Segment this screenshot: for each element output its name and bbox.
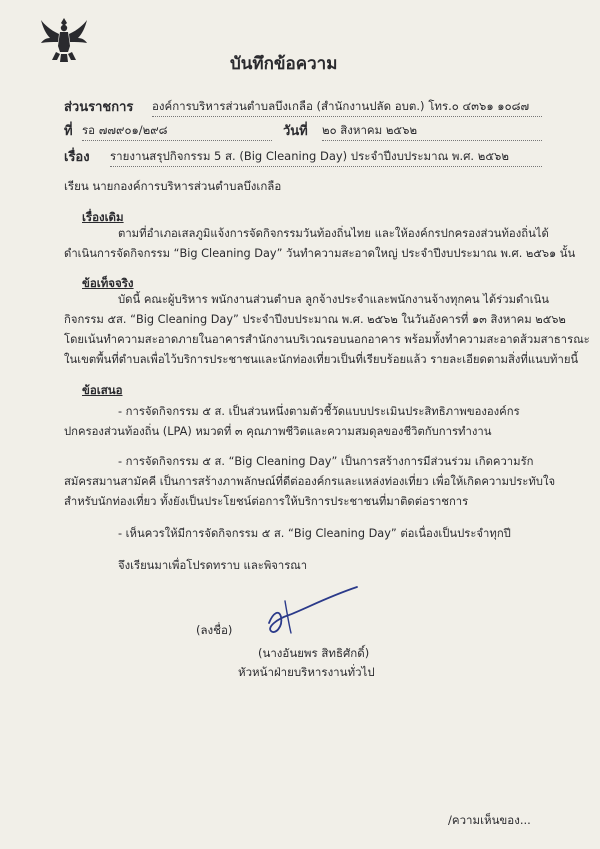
proposal-line-2: ปกครองส่วนท้องถิ่น (LPA) หมวดที่ ๓ คุณภาพชีวิตและความสมดุลของชีวิตกับการทำงาน <box>64 425 492 438</box>
memo-title: บันทึกข้อความ <box>230 54 338 74</box>
proposal-line-6: - เห็นควรให้มีการจัดกิจกรรม ๕ ส. “Big Cleaning Day” ต่อเนื่องเป็นประจำทุกปี <box>118 527 511 540</box>
subject-value: รายงานสรุปกิจกรรม 5 ส. (Big Cleaning Day) ประจำปีงบประมาณ พ.ศ. ๒๕๖๒ <box>110 148 542 167</box>
proposal-line-1: - การจัดกิจกรรม ๕ ส. เป็นส่วนหนึ่งตามตัวชี้วัดแบบประเมินประสิทธิภาพขององค์กร <box>118 405 520 418</box>
facts-line-3: โดยเน้นทำความสะอาดภายในอาคารสำนักงานบริเวณรอบนอกอาคาร พร้อมทั้งทำความสะอาดส้วมสาธารณะ <box>64 333 590 346</box>
section-heading-background: เรื่องเดิม <box>82 210 124 224</box>
closing-line: จึงเรียนมาเพื่อโปรดทราบ และพิจารณา <box>118 559 308 572</box>
date-label: วันที่ <box>283 124 308 139</box>
continuation-note: /ความเห็นของ... <box>448 813 531 827</box>
signatory-position: หัวหน้าฝ่ายบริหารงานทั่วไป <box>238 665 375 679</box>
section-heading-proposal: ข้อเสนอ <box>82 383 123 397</box>
department-label: ส่วนราชการ <box>64 100 134 115</box>
signature-label: (ลงชื่อ) <box>196 623 233 637</box>
background-line-2: ดำเนินการจัดกิจกรรม “Big Cleaning Day” วันทำความสะอาดใหญ่ ประจำปีงบประมาณ พ.ศ. ๒๕๖๑ นั้น <box>64 247 576 260</box>
handwritten-signature-icon <box>255 583 365 643</box>
background-line-1: ตามที่อำเภอเสลภูมิแจ้งการจัดกิจกรรมวันท้องถิ่นไทย และให้องค์กรปกครองส่วนท้องถิ่นได้ <box>118 227 549 240</box>
date-value: ๒๐ สิงหาคม ๒๕๖๒ <box>322 122 542 141</box>
reference-number: รอ ๗๗๙๐๑/๒๙๘ <box>82 122 272 141</box>
subject-label: เรื่อง <box>64 150 90 165</box>
proposal-line-5: สำหรับนักท่องเที่ยว ทั้งยังเป็นประโยชน์ต่อการให้บริการประชาชนที่มาติดต่อราชการ <box>64 495 469 508</box>
facts-line-1: บัดนี้ คณะผู้บริหาร พนักงานส่วนตำบล ลูกจ้างประจำและพนักงานจ้างทุกคน ได้ร่วมดำเนิน <box>118 293 550 306</box>
proposal-line-4: สมัครสมานสามัคคี เป็นการสร้างภาพลักษณ์ที่ดีต่อองค์กรและแหล่งท่องเที่ยว เพื่อให้เกิดความประทับใจ <box>64 475 556 488</box>
section-heading-facts: ข้อเท็จจริง <box>82 276 134 290</box>
signatory-name: (นางอันยพร สิทธิศักดิ์) <box>258 646 370 660</box>
facts-line-4: ในเขตพื้นที่ตำบลเพื่อไว้บริการประชาชนและนักท่องเที่ยวเป็นที่เรียบร้อยแล้ว รายละเอียดตามสิ่งที่แนบท้ายนี้ <box>64 353 579 366</box>
department-value: องค์การบริหารส่วนตำบลบึงเกลือ (สำนักงานปลัด อบต.) โทร.๐ ๔๓๖๑ ๑๐๘๗ <box>152 98 542 117</box>
garuda-emblem-icon <box>38 14 90 66</box>
facts-line-2: กิจกรรม ๕ส. “Big Cleaning Day” ประจำปีงบประมาณ พ.ศ. ๒๕๖๒ ในวันอังคารที่ ๑๓ สิงหาคม ๒๕๖๒ <box>64 313 566 326</box>
reference-label: ที่ <box>64 124 73 139</box>
salutation: เรียน นายกองค์การบริหารส่วนตำบลบึงเกลือ <box>64 179 282 193</box>
proposal-line-3: - การจัดกิจกรรม ๕ ส. “Big Cleaning Day” เป็นการสร้างการมีส่วนร่วม เกิดความรัก <box>118 455 534 468</box>
